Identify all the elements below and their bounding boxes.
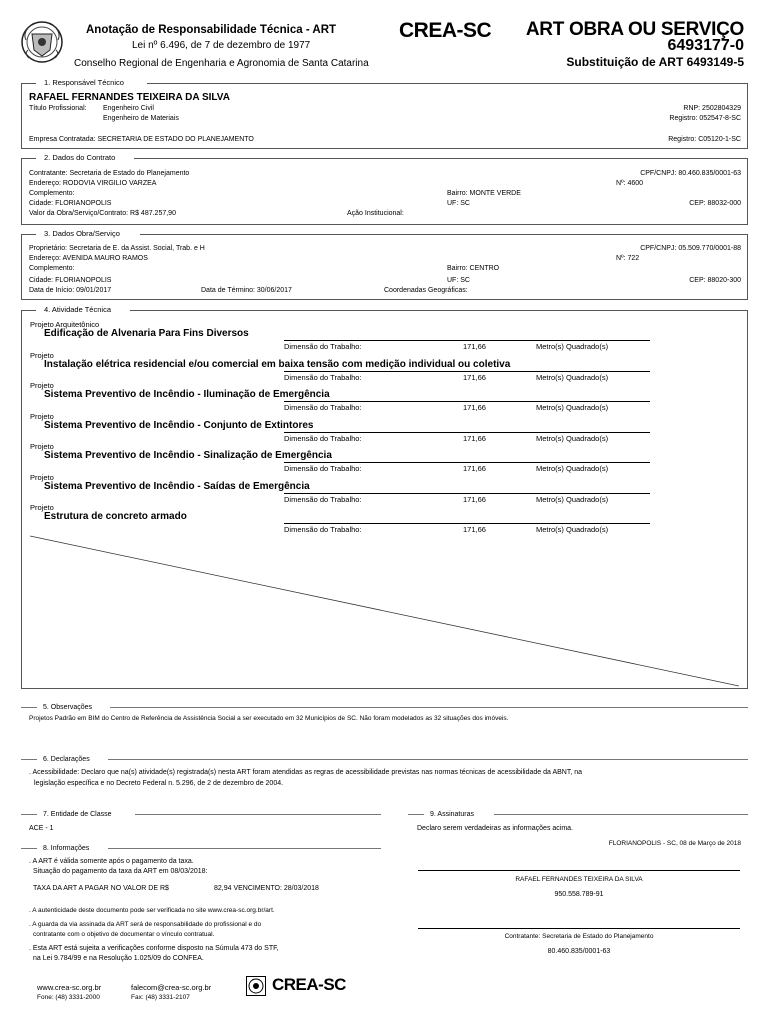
coordenadas: Coordenadas Geográficas: <box>384 287 468 294</box>
contratante: Contratante: Secretaria de Estado do Planejamento <box>29 170 190 177</box>
entidade-classe: ACE - 1 <box>29 825 54 832</box>
seal-icon <box>246 976 266 996</box>
activity-dimension-label: Dimensão do Trabalho: <box>284 464 362 473</box>
footer-fax: Fax: (48) 3331-2107 <box>131 994 190 1001</box>
obra-complemento: Complemento: <box>29 265 75 272</box>
coat-of-arms-icon <box>20 20 64 64</box>
info-line-8: na Lei 9.784/99 e na Resolução 1.025/09 do CONFEA. <box>33 955 204 962</box>
taxa-valor: 82,94 VENCIMENTO: 28/03/2018 <box>214 885 319 892</box>
divider <box>21 848 37 849</box>
activity-dimension-unit: Metro(s) Quadrado(s) <box>536 464 609 473</box>
contrato-complemento: Complemento: <box>29 190 75 197</box>
divider <box>21 707 37 708</box>
art-number: 6493177-0 <box>667 37 744 54</box>
activity-category: Projeto <box>30 472 54 482</box>
contrato-cidade: Cidade: FLORIANOPOLIS <box>29 200 112 207</box>
signature-line-professional <box>418 870 740 871</box>
contrato-bairro: Bairro: MONTE VERDE <box>447 190 521 197</box>
data-termino: Data de Término: 30/06/2017 <box>201 287 292 294</box>
law-reference: Lei nº 6.496, de 7 de dezembro de 1977 <box>132 40 311 51</box>
activity-dimension-value: 171,66 <box>463 433 486 443</box>
crea-footer-logo: CREA-SC <box>272 975 346 994</box>
obra-uf: UF: SC <box>447 277 470 284</box>
taxa-label: TAXA DA ART A PAGAR NO VALOR DE R$ <box>33 885 169 892</box>
section-atividade <box>21 305 748 689</box>
document-title: Anotação de Responsabilidade Técnica - ART <box>86 24 337 36</box>
activity-dimension-value: 171,66 <box>463 494 486 504</box>
section-title: 6. Declarações <box>43 756 90 763</box>
council-name: Conselho Regional de Engenharia e Agronomia de Santa Catarina <box>74 58 369 69</box>
activity-category: Projeto Arquitetônico <box>30 320 100 329</box>
obra-numero: Nº: 722 <box>616 255 640 262</box>
activity-dimension-label: Dimensão do Trabalho: <box>284 403 362 412</box>
obra-bairro: Bairro: CENTRO <box>447 265 500 272</box>
activity-name: Estrutura de concreto armado <box>44 511 187 522</box>
info-line-2: Situação do pagamento da taxa da ART em 08/03/2018: <box>33 868 208 875</box>
local-data: FLORIANOPOLIS - SC, 08 de Março de 2018 <box>608 840 741 847</box>
titulo-label: Título Profissional: <box>29 105 87 112</box>
titulo-2: Engenheiro de Materiais <box>103 115 179 122</box>
doc-type: ART OBRA OU SERVIÇO <box>525 19 744 40</box>
activity-category: Projeto <box>30 503 54 512</box>
info-line-7: . Esta ART está sujeita a verificações conforme disposto na Súmula 473 do STF, <box>29 945 279 952</box>
proprietario: Proprietário: Secretaria de E. da Assist. Social, Trab. e H <box>29 245 205 252</box>
activity-dimension-unit: Metro(s) Quadrado(s) <box>536 403 609 412</box>
data-inicio: Data de Início: 09/01/2017 <box>29 287 112 294</box>
activity-dimension-value: 171,66 <box>463 372 486 382</box>
contratante-signature-name: Contratante: Secretaria de Estado do Planejamento <box>504 933 654 940</box>
contratante-signature-id: 80.460.835/0001-63 <box>547 948 611 955</box>
contrato-uf: UF: SC <box>447 200 470 207</box>
activity-category: Projeto <box>30 350 54 360</box>
divider <box>21 759 37 760</box>
footer-fone: Fone: (48) 3331-2000 <box>37 994 100 1001</box>
section-title: 3. Dados Obra/Serviço <box>38 229 126 239</box>
divider <box>494 814 748 815</box>
activity-dimension-unit: Metro(s) Quadrado(s) <box>536 525 609 534</box>
observacoes-text: Projetos Padrão em BIM do Centro de Referência de Assistência Social a ser executado em 32 Municípios de SC. Não foram modelados as 32 situações dos imóveis. <box>29 715 509 722</box>
section-title: 5. Observações <box>43 704 93 711</box>
activity-dimension-value: 171,66 <box>463 464 486 473</box>
rnp: RNP: 2502804329 <box>683 105 741 112</box>
activity-dimension-label: Dimensão do Trabalho: <box>284 372 362 382</box>
activity-name: Sistema Preventivo de Incêndio - Iluminação de Emergência <box>44 389 330 400</box>
contrato-endereco: Endereço: RODOVIA VIRGILIO VARZEA <box>29 180 157 187</box>
contrato-numero: Nº: 4600 <box>616 180 644 187</box>
section-title: 8. Informações <box>43 845 90 852</box>
activity-dimension-label: Dimensão do Trabalho: <box>284 342 362 351</box>
empresa-contratada: Empresa Contratada: SECRETARIA DE ESTADO DO PLANEJAMENTO <box>29 136 254 143</box>
activity-dimension-label: Dimensão do Trabalho: <box>284 433 362 443</box>
registro-2: Registro: C05120-1-SC <box>668 136 741 143</box>
activity-dimension-value: 171,66 <box>463 403 486 412</box>
activity-name: Instalação elétrica residencial e/ou comercial em baixa tensão com medição individual ou coletiva <box>44 358 511 370</box>
activity-dimension-label: Dimensão do Trabalho: <box>284 494 362 504</box>
divider <box>110 707 748 708</box>
activity-dimension-value: 171,66 <box>463 525 486 534</box>
registro-1: Registro: 052547-8-SC <box>669 115 741 122</box>
obra-cidade: Cidade: FLORIANOPOLIS <box>29 277 112 284</box>
activity-category: Projeto <box>30 411 54 421</box>
activity-name: Sistema Preventivo de Incêndio - Conjunto de Extintores <box>44 419 314 431</box>
proprietario-cnpj: CPF/CNPJ: 05.509.770/0001-88 <box>640 245 741 252</box>
footer-email[interactable]: falecom@crea-sc.org.br <box>131 983 212 992</box>
section-title: 2. Dados do Contrato <box>38 153 121 163</box>
section-title: 7. Entidade de Classe <box>43 811 112 818</box>
divider <box>21 814 37 815</box>
acao-institucional: Ação Institucional: <box>347 210 404 217</box>
professional-name: RAFAEL FERNANDES TEIXEIRA DA SILVA <box>29 92 230 103</box>
info-line-6: contratante com o objetivo de documentar o vínculo contratual. <box>33 931 215 938</box>
section-title: 1. Responsável Técnico <box>38 78 130 88</box>
signature-line-contratante <box>418 928 740 929</box>
activity-dimension-unit: Metro(s) Quadrado(s) <box>536 372 609 382</box>
divider <box>135 814 381 815</box>
contrato-valor: Valor da Obra/Serviço/Contrato: R$ 487.257,90 <box>29 210 176 217</box>
contratante-cnpj: CPF/CNPJ: 80.460.835/0001-63 <box>640 170 741 177</box>
info-line-4: . A autenticidade deste documento pode ser verificada no site www.crea-sc.org.br/art. <box>29 907 275 914</box>
obra-endereco: Endereço: AVENIDA MAURO RAMOS <box>29 255 148 262</box>
activity-category: Projeto <box>30 442 54 451</box>
footer-site[interactable]: www.crea-sc.org.br <box>37 983 102 992</box>
obra-cep: CEP: 88020-300 <box>689 277 741 284</box>
crea-title: CREA-SC <box>399 19 492 42</box>
contrato-cep: CEP: 88032-000 <box>689 200 741 207</box>
section-title: 9. Assinaturas <box>430 811 474 818</box>
activity-name: Sistema Preventivo de Incêndio - Saídas de Emergência <box>44 480 310 492</box>
divider <box>108 848 381 849</box>
section-title: 4. Atividade Técnica <box>38 305 117 315</box>
activity-name: Sistema Preventivo de Incêndio - Sinalização de Emergência <box>44 450 332 461</box>
activity-dimension-unit: Metro(s) Quadrado(s) <box>536 342 609 351</box>
activity-dimension-value: 171,66 <box>463 342 486 351</box>
info-line-5: . A guarda da via assinada da ART será de responsabilidade do profissional e do <box>29 921 262 928</box>
prof-signature-name: RAFAEL FERNANDES TEIXEIRA DA SILVA <box>515 876 643 883</box>
divider <box>408 814 424 815</box>
activity-dimension-unit: Metro(s) Quadrado(s) <box>536 433 609 443</box>
activity-dimension-label: Dimensão do Trabalho: <box>284 525 362 534</box>
divider <box>108 759 748 760</box>
activity-name: Edificação de Alvenaria Para Fins Diversos <box>44 328 249 339</box>
activity-dimension-unit: Metro(s) Quadrado(s) <box>536 494 609 504</box>
cancel-diagonal-line <box>22 310 749 689</box>
info-line-1: . A ART é válida somente após o pagamento da taxa. <box>29 858 194 865</box>
declaro-text: Declaro serem verdadeiras as informações acima. <box>417 825 574 832</box>
substitution-number: Substituição de ART 6493149-5 <box>566 55 744 69</box>
declaracao-line-1: . Acessibilidade: Declaro que na(s) atividade(s) registrada(s) nesta ART foram atendidas as regras de acessibilidade previstas nas normas técnicas de acessibilidade da ABNT, na <box>29 769 583 776</box>
declaracao-line-2: legislação específica e no Decreto Federal n. 5.296, de 2 de dezembro de 2004. <box>34 780 284 787</box>
titulo-1: Engenheiro Civil <box>103 105 154 112</box>
activity-category: Projeto <box>30 381 54 390</box>
prof-signature-id: 950.558.789-91 <box>554 891 604 898</box>
